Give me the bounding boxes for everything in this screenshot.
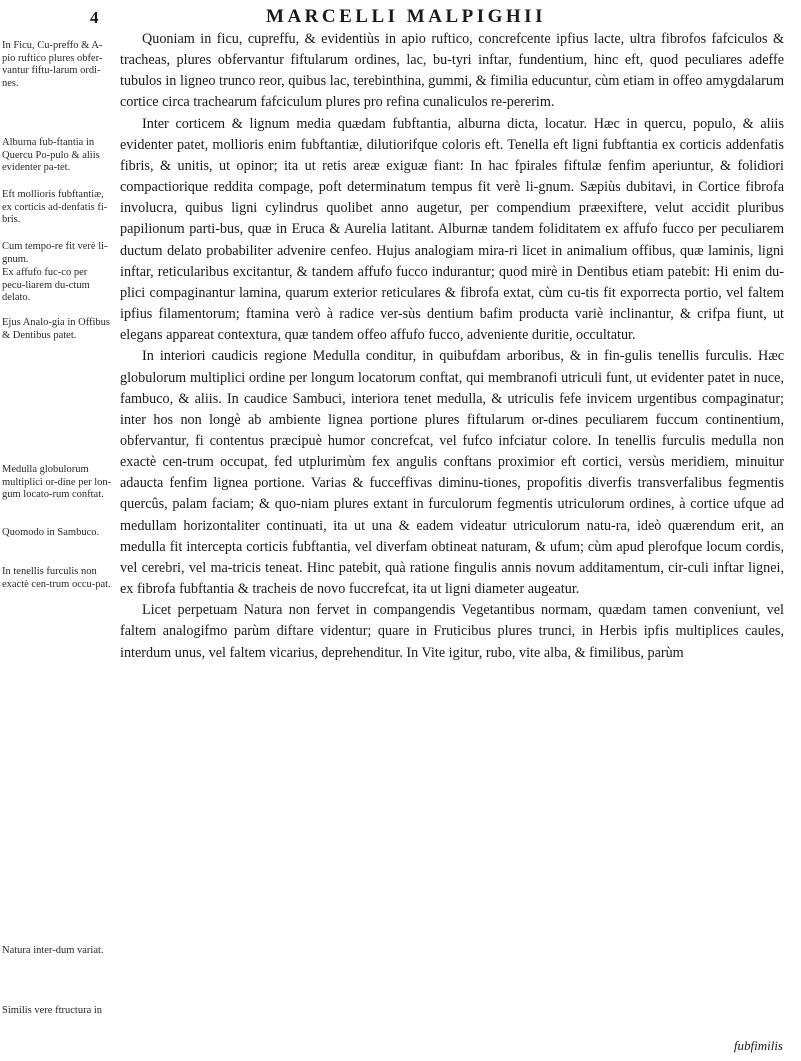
running-head: MARCELLI MALPIGHII [266, 6, 546, 27]
catchword: fubfimilis [733, 1038, 783, 1053]
body-text [120, 29, 784, 664]
margin-note: Quomodo in Sambuco. [2, 527, 100, 538]
margin-note: Natura inter-dum variat. [2, 945, 104, 956]
margin-note: In Ficu, Cu-preffo & A-pio ruftico plures obfer-vantur fiftu-larum ordi-nes. [2, 40, 103, 89]
paragraph: Licet perpetuam Natura non fervet in compangendis Vegetantibus normam, quædam tamen conveniunt, vel faltem analogifmo parùm diftare videntur; quare in Fruticibus plures trunci, in Herbis ipfis multiplices caules, interdum unus, vel faltem vicarius, deprehenditur. In Vite igitur, rubo, vite alba, & fimilibus, parùm [120, 602, 784, 661]
margin-note: Cum tempo-re fit verè li-gnum. [2, 241, 108, 265]
margin-note: Ex affufo fuc-co per pecu-liarem du-ctum delato. [2, 267, 90, 304]
margin-note: Alburna fub-ftantia in Quercu Po-pulo & aliis evidenter pa-tet. [2, 137, 100, 174]
paragraph: Inter corticem & lignum media quædam fubftantia, alburna dicta, locatur. Hæc in quercu, populo, & aliis evidenter patet, mollioris enim fubftantiæ, dilutiorifque coloris eft. Tenella eft ligni fubftantia ex corticis addenfatis fibris, & unitis, ut opinor; ita ut retis areæ exiguæ fiant: In hac fpirales fiftulæ fenfim aperiuntur, & folidiori compactiorique reddita compage, poft determinatum tempus fit verè li-gnum. Sæpiùs dubitavi, in Cortice fibrofa involucra, quibus ligni cylindrus quolibet anno augetur, per compendium præexiftere, velut accidit pluribus papilionum parti-bus, quæ in Eruca & Aurelia latitant. Alburnæ tandem foliditatem ex affufo fucco per peculiarem ductum delato probabiliter advenire cenfeo. Hujus analogiam mira-ri licet in animalium offibus, quæ laminis, ligni inftar, reticularibus excitantur, & tandem affufo fucco indurantur; quod mirè in Dentibus etiam patebit: Hi enim du-plici compaginantur lamina, quarum exterior reticulares & fibrofa extat, cùm cu-tis fit exporrecta portio, vel faltem ipfius filamentorum; ftamina verò à radice ver-sùs dentium bafim producta variè inclinantur, & crifpa fiunt, ut elegans appareat contextura, quæ tandem offeo affufo fucco, adveniente duritie, occultatur. [120, 115, 784, 344]
paragraph: In interiori caudicis regione Medulla conditur, in quibufdam arboribus, & in fin-gulis tenellis furculis. Hæc globulorum multiplici ordine per longum locatorum conftat, qui membranofi utriculi funt, ut evidenter patet in nuce, fambuco, & aliis. In caudice Sambuci, interiora tenet medulla, & utriculis fefe invicem urgentibus compaginatur; inter hos non longè ab ambiente lignea portione plures fiftularum or-dines peculiarem fuccum continentium, obfervantur, fi contentus præcipuè humor concrefcat, vel fufco infciatur colore. In tenellis furculis medulla non exactè cen-trum occupat, fed utplurimùm fex angulis conftans proximior eft cortici, versùs meridiem, minuitur adaucta fenfim lignea portione. Varias & fucceffivas diminu-tiones, propofitis diverfis transverfalibus fegmentis quercûs, palam faciam; & quo-niam plures extant in furculorum fegmentis utriculorum ordines, à cortice ufque ad medullam horizontaliter continuati, ita ut una & eadem videatur utriculorum natu-ra, ideò quærendum erit, an medulla fit intercepta corticis fubftantia, vel diverfam obtineat naturam, & ufum; cùm apud plerofque locum cordis, vel cerebri, vel ma-tricis teneat. Hinc patebit, quà ratione fingulis annis novum additamentum, cir-culi inftar lignei, ex fibrofa fubftantia & tracheis de novo fuccrefcat, ita ut ligni diameter augeatur. [120, 348, 784, 598]
margin-note: Similis vere ftructura in [2, 1005, 103, 1016]
paragraph: Quoniam in ficu, cupreffu, & evidentiùs in apio ruftico, concrefcente ipfius lacte, ultra fibrofos fafciculos & tracheas, plures obfervantur fiftularum ordines, lac, bu-tyri inftar, fundentium, hinc eft, quod peculiares adeffe tubulos in ligneo trunco reor, quibus lac, terebinthina, gummi, & fimilia educuntur, cùm etiam in offeo amygdalarum cortice circa trachearum fafciculum plures pro refina cunaliculos re-pererim. [120, 31, 784, 111]
margin-note: Medulla globulorum multiplici or-dine per lon-gum locato-rum conftat. [2, 464, 112, 501]
margin-note: In tenellis furculis non exactè cen-trum occu-pat. [2, 566, 111, 590]
margin-note: Ejus Analo-gia in Offibus & Dentibus patet. [2, 317, 111, 341]
margin-note: Eft mollioris fubftantiæ, ex corticis ad-denfatis fi-bris. [2, 189, 108, 226]
page-number: 4 [90, 8, 100, 27]
